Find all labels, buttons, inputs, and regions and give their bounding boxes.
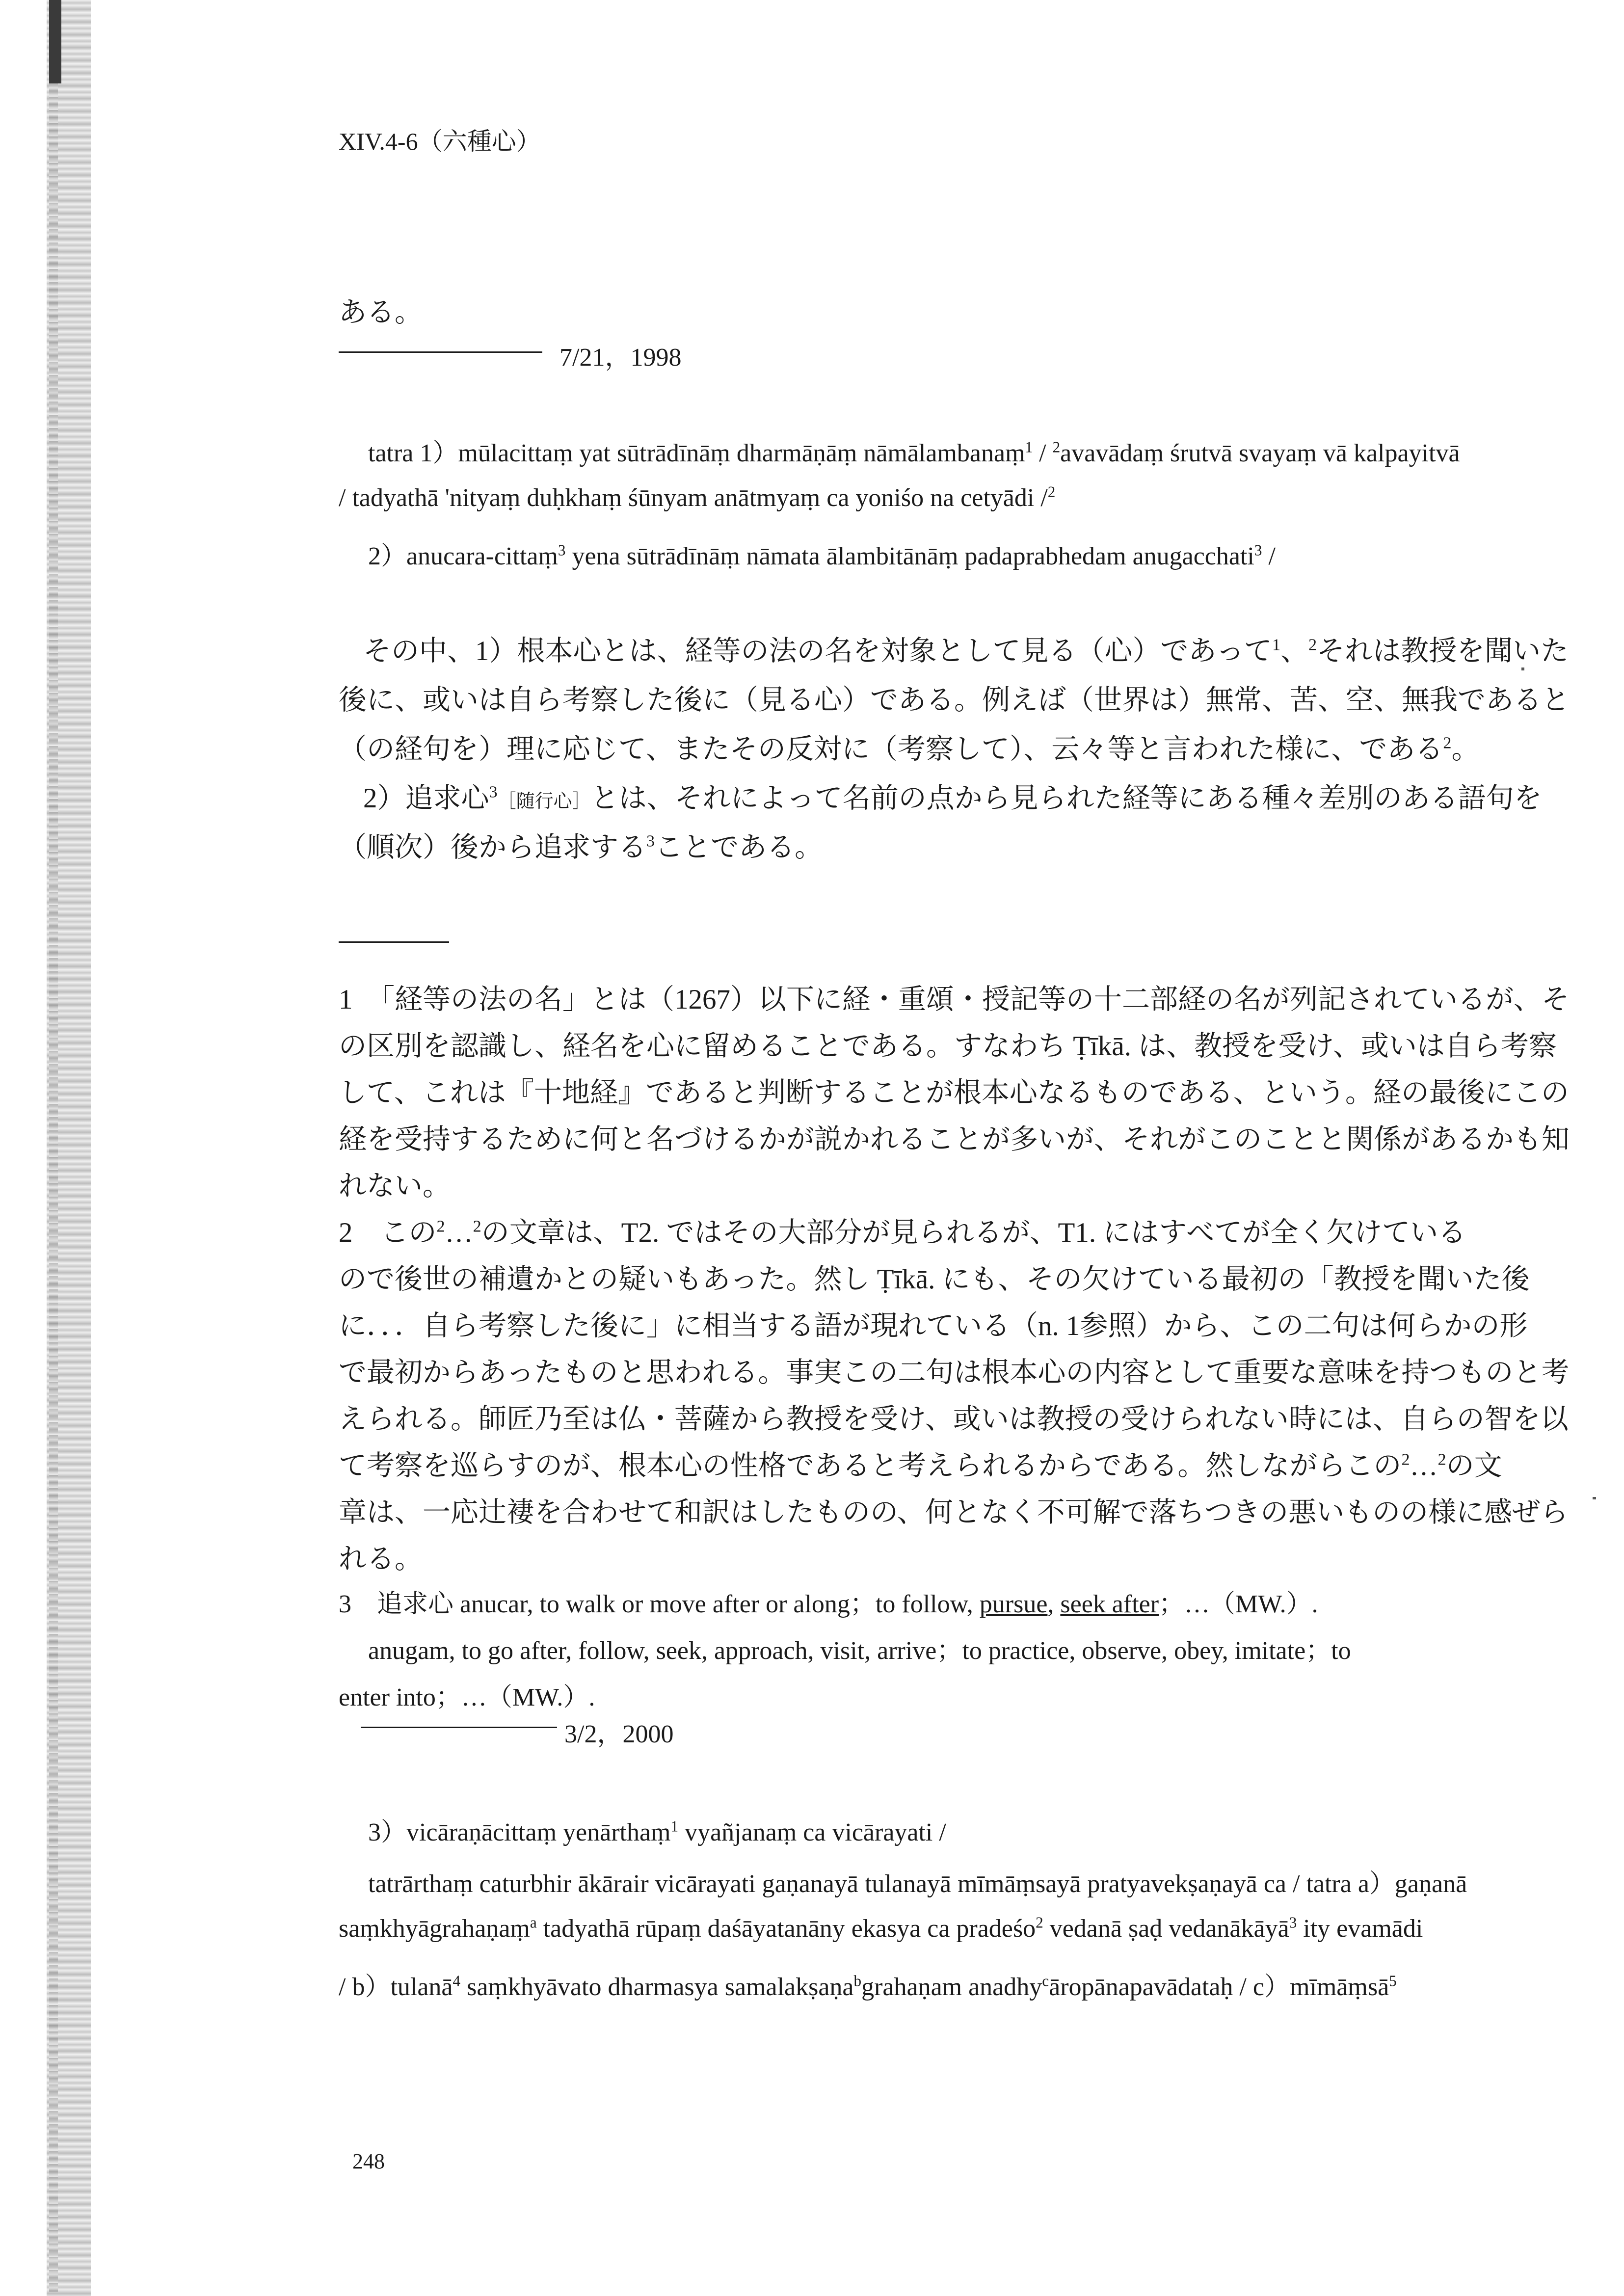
- japanese-1-line-3: [339, 726, 1479, 767]
- note-2-line-2: ので後世の補遺かとの疑いもあった。然し Ṭīkā. にも、その欠けている最初の「教授を聞いた後: [339, 1264, 1530, 1295]
- text-span: vyañjanaṃ ca vicārayati /: [678, 1818, 946, 1846]
- note-1-line-2: の区別を認識し、経名を心に留めることである。すなわち Ṭīkā. は、教授を受け、或いは自ら考察: [339, 1031, 1557, 1062]
- page-number: 248: [352, 2149, 385, 2173]
- note-2-line-6: [339, 1443, 1502, 1483]
- footnote-ref: c: [1042, 1972, 1049, 1990]
- footnote-ref: 4: [453, 1972, 461, 1990]
- footnote-ref: 2: [1438, 1450, 1446, 1469]
- text-span: yena sūtrādīnāṃ nāmata ālambitānāṃ padaprabhedam anugacchati: [565, 542, 1254, 570]
- note-1-line-5: れない。: [339, 1171, 451, 1201]
- text-span: / b）tulanā: [339, 1973, 453, 2001]
- text-span: の文章は、T2. ではその大部分が見られるが、T1. にはすべてが全く欠けている: [481, 1217, 1466, 1248]
- footnote-ref: 1: [1025, 438, 1033, 456]
- text-span: 。: [1451, 734, 1480, 765]
- text-span: て考察を巡らすのが、根本心の性格であると考えられるからである。然しながらこの: [339, 1450, 1402, 1481]
- footnote-ref: 2: [1052, 438, 1061, 456]
- footnote-ref: a: [530, 1914, 537, 1931]
- text-span: avavādaṃ śrutvā svayaṃ vā kalpayitvā: [1060, 439, 1460, 467]
- note-3-line-2: anugam, to go after, follow, seek, approach, visit, arrive；to practice, observe, obey, imitate；to: [368, 1637, 1351, 1665]
- scan-edge-streak: [49, 83, 58, 2292]
- note-3-line-1: [339, 1583, 1318, 1620]
- sanskrit-2-line-1: [368, 1811, 946, 1848]
- text-span: āropānapavādataḥ / c）mīmāṃsā: [1049, 1973, 1389, 2001]
- footnote-ref: 2: [473, 1217, 481, 1236]
- page-header: XIV.4-6（六種心）: [339, 128, 541, 155]
- footnote-ref: 3: [1254, 541, 1262, 559]
- text-span: …: [1410, 1450, 1438, 1481]
- japanese-1-line-2: 後に、或いは自ら考察した後に（見る心）である。例えば（世界は）無常、苦、空、無我であると: [339, 685, 1570, 716]
- date-1: 7/21，1998: [559, 344, 682, 372]
- footnote-ref: 5: [1389, 1972, 1397, 1990]
- text-span: 3）vicāraṇācittaṃ yenārthaṃ: [368, 1818, 671, 1846]
- footnote-ref: 2: [1401, 1450, 1410, 1469]
- footnote-ref: 2: [436, 1217, 445, 1236]
- scan-edge-dark-corner: [49, 0, 61, 83]
- text-span: 2）追求心: [363, 783, 489, 814]
- footnote-ref: 2: [1443, 734, 1452, 752]
- note-2-line-3: に．．．自ら考察した後に」に相当する語が現れている（n. 1参照）から、この二句は何らかの形: [339, 1310, 1528, 1341]
- text-span: 、: [1280, 636, 1309, 667]
- text-span: / tadyathā 'nityaṃ duḥkhaṃ śūnyam anātmyaṃ ca yoniśo na cetyādi /: [339, 484, 1048, 512]
- text-span: ことである。: [655, 832, 823, 863]
- text-span: vedanā ṣaḍ vedanākāyā: [1043, 1915, 1289, 1943]
- text-span: それは教授を聞いた: [1317, 636, 1569, 667]
- text-span: /: [1262, 542, 1276, 570]
- footnote-ref: 1: [670, 1817, 679, 1835]
- sanskrit-2-line-4: [339, 1966, 1397, 2002]
- text-span: （の経句を）理に応じて、またその反対に（考察して）、云々等と言われた様に、である: [339, 734, 1443, 765]
- text-span: tatra 1）mūlacittaṃ yat sūtrādīnāṃ dharmāṇāṃ nāmālambanaṃ: [368, 439, 1025, 467]
- intro-text: ある。: [339, 297, 423, 328]
- japanese-1-line-4: [363, 775, 1542, 816]
- footnote-ref: 1: [1272, 636, 1281, 654]
- footnote-ref: 3: [489, 783, 498, 801]
- note-1-line-1: 1 「経等の法の名」とは（1267）以下に経・重頌・授記等の十二部経の名が列記されているが、そ: [339, 984, 1570, 1015]
- text-span: ；…（MW.）.: [1159, 1590, 1318, 1618]
- text-span: saṃkhyāgrahaṇaṃ: [339, 1915, 530, 1943]
- footnote-ref: 3: [558, 541, 566, 559]
- footnote-separator: [339, 941, 449, 943]
- note-2-line-5: えられる。師匠乃至は仏・菩薩から教授を受け、或いは教授の受けられない時には、自らの智を以: [339, 1404, 1569, 1435]
- scan-speck: [1593, 1497, 1596, 1499]
- note-1-line-3: して、これは『十地経』であると判断することが根本心なるものである、という。経の最後にこの: [339, 1077, 1569, 1108]
- footnote-ref: 2: [1036, 1914, 1043, 1931]
- text-span: 2）anucara-cittaṃ: [368, 542, 558, 570]
- note-3-line-3: enter into；…（MW.）.: [339, 1683, 595, 1711]
- note-2-line-1: [339, 1210, 1466, 1250]
- text-span: saṃkhyāvato dharmasya samalakṣaṇa: [460, 1973, 854, 2001]
- footnote-ref: 3: [646, 832, 655, 851]
- text-span: とは、それによって名前の点から見られた経等にある種々差別のある語句を: [590, 783, 1542, 814]
- text-span: の文: [1446, 1450, 1502, 1481]
- sanskrit-1-line-3: [368, 535, 1276, 572]
- footnote-ref: b: [853, 1972, 862, 1990]
- scan-speck: [1521, 667, 1524, 670]
- text-span: /: [1033, 439, 1053, 467]
- text-span: …: [445, 1217, 473, 1248]
- sanskrit-2-line-3: [339, 1914, 1423, 1943]
- date-rule-2: [361, 1727, 557, 1728]
- text-span: 3 追求心 anucar, to walk or move after or along；to follow,: [339, 1590, 980, 1618]
- sanskrit-1-line-2: [339, 483, 1055, 512]
- sanskrit-2-line-2: tatrārthaṃ caturbhir ākārair vicārayati gaṇanayā tulanayā mīmāṃsayā pratyavekṣaṇayā ca / tatra a）gaṇanā: [368, 1870, 1467, 1898]
- japanese-1-line-5: [339, 825, 823, 865]
- note-1-line-4: 経を受持するために何と名づけるかが説かれることが多いが、それがこのことと関係があるかも知: [339, 1124, 1570, 1155]
- underlined-term: seek after: [1060, 1590, 1159, 1618]
- text-span: その中、1）根本心とは、経等の法の名を対象として見る（心）であって: [363, 636, 1272, 667]
- date-2: 3/2，2000: [564, 1720, 674, 1748]
- text-span: 2 この: [339, 1217, 437, 1248]
- underlined-term: pursue: [979, 1590, 1048, 1618]
- text-span: tadyathā rūpaṃ daśāyatanāny ekasya ca pradeśo: [536, 1915, 1036, 1943]
- japanese-1-line-1: [363, 628, 1569, 668]
- note-2-line-7: 章は、一応辻褄を合わせて和訳はしたものの、何となく不可解で落ちつきの悪いものの様に感ぜら: [339, 1497, 1569, 1528]
- date-rule-1: [339, 351, 542, 353]
- text-span: （順次）後から追求する: [339, 832, 646, 863]
- sanskrit-1-line-1: [368, 432, 1460, 469]
- footnote-ref: 2: [1047, 483, 1056, 501]
- text-span: ity evamādi: [1297, 1915, 1423, 1943]
- footnote-ref: 2: [1308, 636, 1317, 654]
- note-2-line-8: れる。: [339, 1544, 423, 1575]
- text-span: ,: [1047, 1590, 1061, 1618]
- gloss-small: ［随行心］: [497, 791, 591, 812]
- note-2-line-4: で最初からあったものと思われる。事実この二句は根本心の内容として重要な意味を持つものと考: [339, 1357, 1570, 1388]
- text-span: grahaṇam anadhy: [861, 1973, 1042, 2001]
- footnote-ref: 3: [1289, 1914, 1297, 1931]
